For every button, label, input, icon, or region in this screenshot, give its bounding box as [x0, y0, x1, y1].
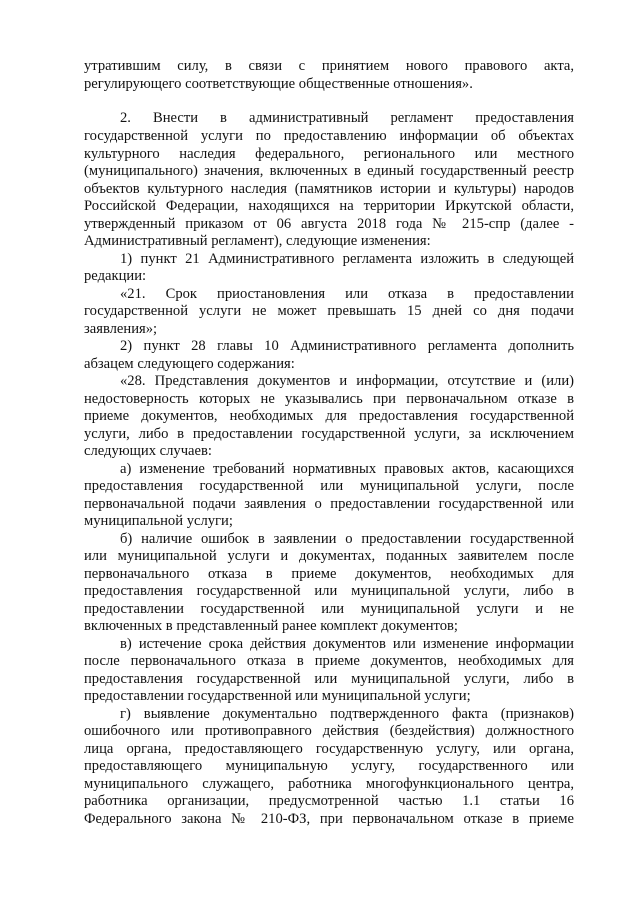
text-line: 2. Внести в административный регламент предоставления	[120, 110, 574, 126]
text-line: редакции:	[84, 268, 147, 284]
text-line: Административный регламент), следующие изменения:	[84, 233, 431, 249]
text-line: регулирующего соответствующие общественные отношения».	[84, 76, 473, 92]
text-line: абзацем следующего содержания:	[84, 356, 295, 372]
text-line: предоставляющего муниципальную услугу, государственного или	[84, 758, 574, 774]
text-line: предоставлении государственной или муниципальной услуги и не	[84, 601, 574, 617]
text-line: утвержденный приказом от 06 августа 2018 года № 215-спр (далее -	[84, 216, 574, 232]
text-line: (муниципального) значения, включенных в единый государственный реестр	[84, 163, 574, 179]
text-line: или муниципальной услуги и документах, поданных заявителем после	[84, 548, 574, 564]
text-line: первоначального отказа в приеме документов, необходимых для	[84, 566, 574, 582]
text-line: б) наличие ошибок в заявлении о предоставлении государственной	[120, 531, 574, 547]
text-line: муниципальной услуги;	[84, 513, 233, 529]
text-line: предоставления государственной или муниципальной услуги, после	[84, 478, 574, 494]
text-line: приеме документов, необходимых для предоставления государственной	[84, 408, 574, 424]
text-line: предоставления государственной или муниципальной услуги, либо в	[84, 671, 574, 687]
text-line: муниципального служащего, работника многофункционального центра,	[84, 776, 574, 792]
text-line: государственной услуги не может превышать 15 дней со дня подачи	[84, 303, 574, 319]
text-line: «28. Представления документов и информации, отсутствие и (или)	[120, 373, 574, 389]
text-line: 2) пункт 28 главы 10 Административного регламента дополнить	[120, 338, 574, 354]
text-line: первоначальной подачи заявления о предоставлении государственной или	[84, 496, 574, 512]
text-line: включенных в представленный ранее комплект документов;	[84, 618, 458, 634]
text-line: 1) пункт 21 Административного регламента изложить в следующей	[120, 251, 574, 267]
text-line: следующих случаев:	[84, 443, 212, 459]
text-line: ошибочного или противоправного действия (бездействия) должностного	[84, 723, 574, 739]
text-line: объектов культурного наследия (памятников истории и культуры) народов	[84, 181, 574, 197]
text-line: работника организации, предусмотренной частью 1.1 статьи 16	[84, 793, 574, 809]
text-line: в) истечение срока действия документов или изменение информации	[120, 636, 574, 652]
text-line: услуги, либо в предоставлении государственной услуги, за исключением	[84, 426, 574, 442]
text-line: лица органа, предоставляющего государственную услугу, или органа,	[84, 741, 574, 757]
text-line: г) выявление документально подтвержденного факта (признаков)	[120, 706, 574, 722]
text-line: предоставления государственной или муниципальной услуги, либо в	[84, 583, 574, 599]
text-line: государственной услуги по предоставлению информации об объектах	[84, 128, 574, 144]
text-line: недостоверность которых не указывались при первоначальном отказе в	[84, 391, 574, 407]
text-line: заявления»;	[84, 321, 158, 337]
text-line: Федерального закона № 210-ФЗ, при первоначальном отказе в приеме	[84, 811, 574, 827]
text-line: культурного наследия федерального, регионального или местного	[84, 146, 574, 162]
text-line: после первоначального отказа в приеме документов, необходимых для	[84, 653, 574, 669]
text-line: утратившим силу, в связи с принятием нового правового акта,	[84, 58, 574, 74]
text-line: «21. Срок приостановления или отказа в предоставлении	[120, 286, 574, 302]
text-line: предоставлении государственной или муниципальной услуги;	[84, 688, 471, 704]
text-line: а) изменение требований нормативных правовых актов, касающихся	[120, 461, 574, 477]
text-line: Российской Федерации, находящихся на территории Иркутской области,	[84, 198, 574, 214]
